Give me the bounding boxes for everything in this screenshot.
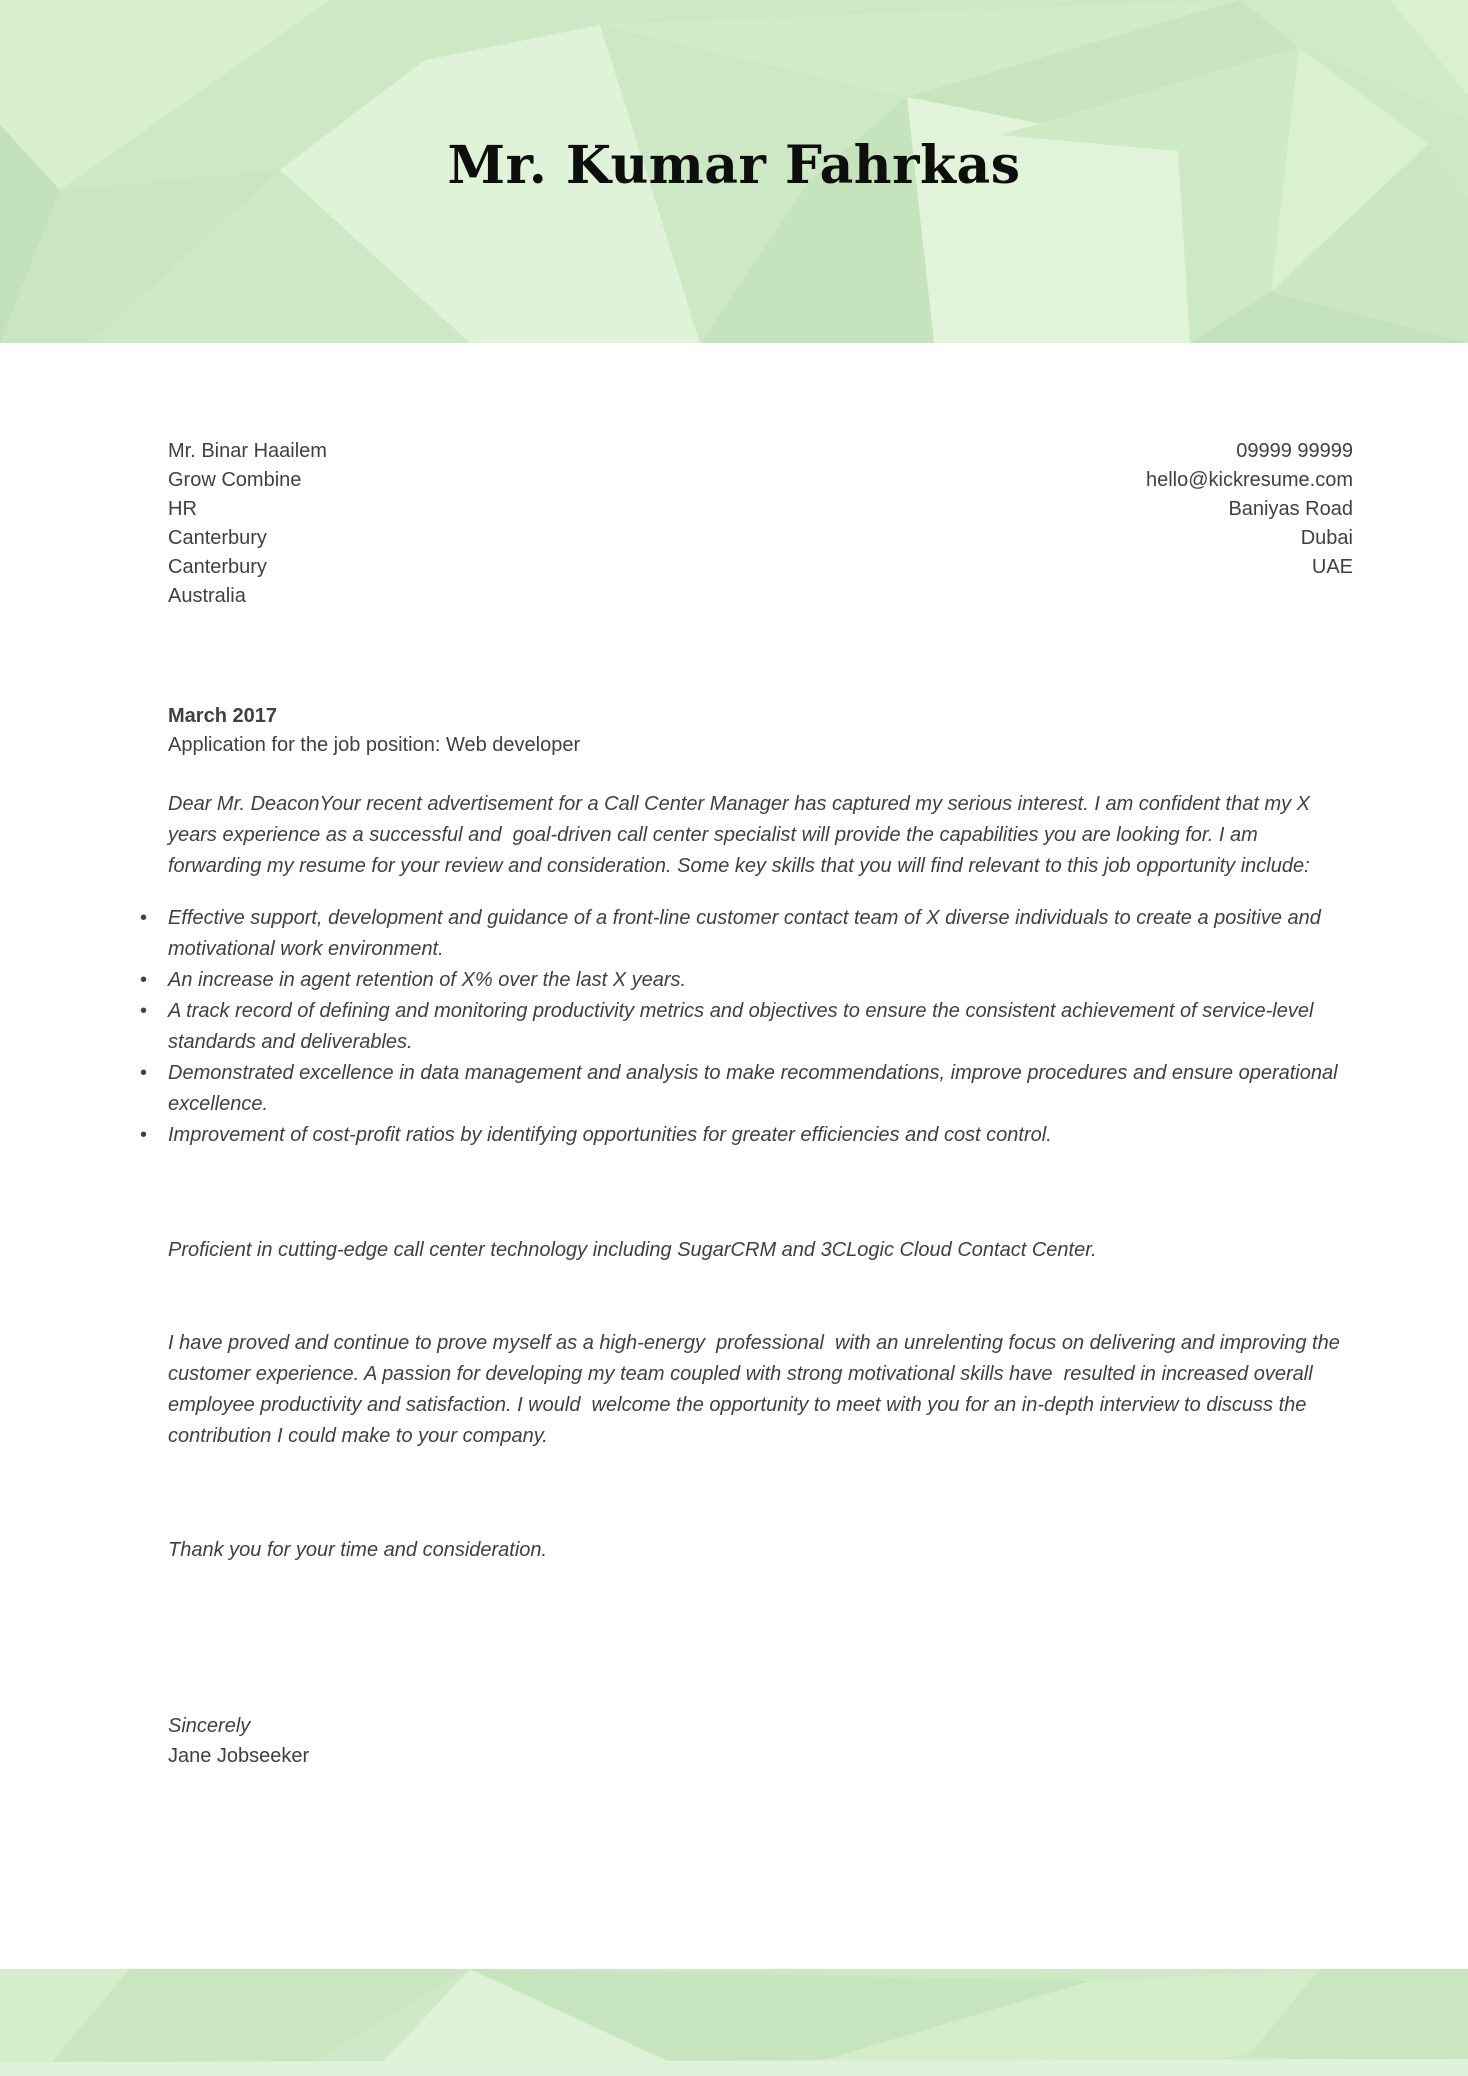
body-paragraph — [168, 1173, 1353, 1514]
body-paragraph-line: I have proved and continue to prove myself as a high-energy professional with an unrelenting focus on delivering and improving the customer experience. A passion for developing my team coupled with strong motivational skills have resulted in increased overall employee productivity and satisfaction. I would welcome the opportunity to meet with you for an in-depth interview to discuss the contribution I could make to your company. — [168, 1332, 1346, 1447]
signature-block — [168, 1711, 1353, 1771]
recipient-region: Canterbury — [168, 556, 267, 578]
letter-subject: Application for the job position: Web developer — [168, 734, 581, 756]
footer-lowpoly-pattern — [0, 1969, 1468, 2076]
opening-paragraph: Dear Mr. DeaconYour recent advertisement for a Call Center Manager has captured my serious interest. I am confident that my X years experience as a successful and goal-driven call center specialist will provide the capabilities you are looking for. I am forwarding my resume for your review and consideration. Some key skills that you will find relevant to this job opportunity include: — [168, 793, 1316, 877]
sender-country: UAE — [1311, 556, 1353, 578]
list-item: • Demonstrated excellence in data management and analysis to make recommendations, improve procedures and ensure operational excellence. — [168, 1058, 1353, 1120]
letter-body — [168, 343, 1353, 1771]
footer-banner — [0, 1969, 1468, 2076]
recipient-department: HR — [168, 498, 197, 520]
recipient-city: Canterbury — [168, 527, 267, 549]
sender-email: hello@kickresume.com — [1145, 469, 1353, 491]
sender-street: Baniyas Road — [1228, 498, 1353, 520]
list-item: • Improvement of cost-profit ratios by identifying opportunities for greater efficiencies and cost control. — [168, 1120, 1353, 1151]
header-banner — [0, 0, 1468, 343]
recipient-country: Australia — [168, 585, 246, 607]
list-item: • An increase in agent retention of X% over the last X years. — [168, 965, 1353, 996]
recipient-address-block — [168, 437, 327, 611]
signature-name: Jane Jobseeker — [168, 1745, 310, 1767]
date-subject-block — [168, 702, 1353, 760]
sender-phone: 09999 99999 — [1236, 440, 1353, 462]
recipient-company: Grow Combine — [168, 469, 302, 491]
key-skills-list — [168, 903, 1353, 1151]
thanks-paragraph: Thank you for your time and consideration. — [168, 1539, 548, 1561]
body-paragraph-line: Proficient in cutting-edge call center technology including SugarCRM and 3CLogic Cloud Contact Center. — [168, 1239, 1097, 1261]
sender-city: Dubai — [1300, 527, 1353, 549]
applicant-name-title: Mr. Kumar Fahrkas — [447, 135, 1021, 196]
list-item: • A track record of defining and monitoring productivity metrics and objectives to ensure the consistent achievement of service-level standards and deliverables. — [168, 996, 1353, 1058]
recipient-name: Mr. Binar Haailem — [168, 440, 327, 462]
letter-date: March 2017 — [168, 705, 277, 727]
list-item: • Effective support, development and guidance of a front-line customer contact team of X diverse individuals to create a positive and motivational work environment. — [168, 903, 1353, 965]
address-section — [168, 437, 1353, 611]
sender-contact-block — [1146, 437, 1353, 611]
closing-word: Sincerely — [168, 1715, 251, 1737]
